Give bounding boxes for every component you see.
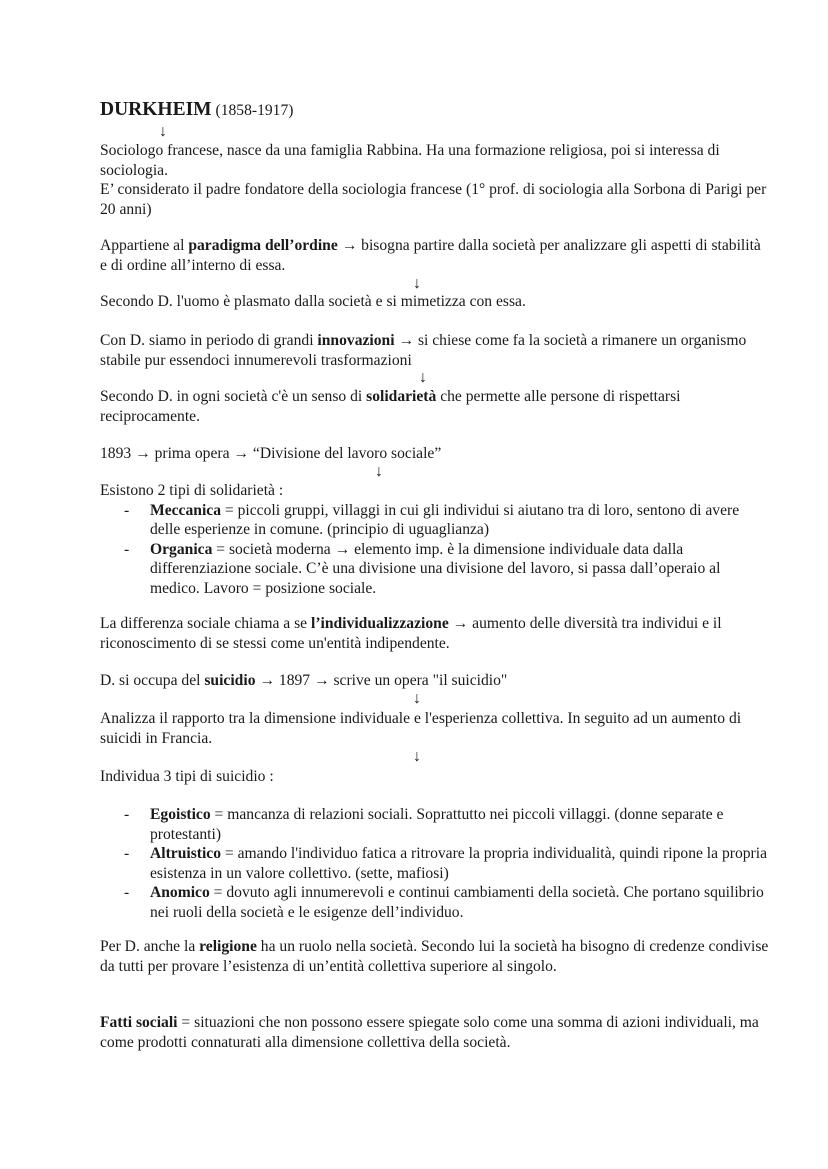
first-work-paragraph: 1893 → prima opera → “Divisione del lavoro sociale” [100, 445, 442, 462]
right-arrow-icon: → [135, 445, 151, 462]
right-arrow-icon: → [341, 237, 358, 254]
innovations-term: innovazioni [317, 332, 395, 349]
list-item: - Anomico = dovuto agli innumerevoli e continui cambiamenti della società. Che portano squilibrio nei ruoli della società e le esigenze dell’individuo. [100, 883, 770, 922]
suicide-types-intro: Individua 3 tipi di suicidio : [100, 768, 274, 785]
list-item: - Organica = società moderna → elemento imp. è la dimensione individuale data dalla differenziazione sociale. C’è una divisione una divisione del lavoro, si passa dall’operaio al medico. Lavoro = posizione sociale. [100, 540, 770, 599]
man-society-paragraph: Secondo D. l'uomo è plasmato dalla società e si mimetizza con essa. [100, 293, 526, 310]
religion-term: religione [199, 938, 257, 955]
intro-line-2: E’ considerato il padre fondatore della sociologia francese (1° prof. di sociologia alla Sorbona di Parigi per 20 anni) [100, 181, 767, 218]
social-facts-paragraph: Fatti sociali = situazioni che non possono essere spiegate solo come una somma di azioni individuali, ma come prodotti connaturati alla dimensione collettiva della società. [100, 1014, 759, 1051]
solidarity-types [100, 481, 770, 598]
down-arrow-icon: ↓ [375, 463, 383, 480]
right-arrow-icon: → [233, 445, 249, 462]
right-arrow-icon: → [452, 615, 469, 632]
down-arrow-icon: ↓ [413, 690, 421, 707]
list-item: - Altruistico = amando l'individuo fatica a ritrovare la propria individualità, quindi ripone la propria esistenza in un valore collettivo. (sette, mafiosi) [100, 844, 770, 883]
intro-line-1: Sociologo francese, nasce da una famiglia Rabbina. Ha una formazione religiosa, poi si interessa di sociologia. [100, 142, 720, 179]
social-facts-term: Fatti sociali [100, 1014, 178, 1031]
innovations-paragraph: Con D. siamo in periodo di grandi innovazioni → si chiese come fa la società a rimanere un organismo stabile pur essendoci innumerevoli trasformazioni [100, 332, 747, 369]
solidarity-types-intro: Esistono 2 tipi di solidarietà : [100, 482, 284, 499]
suicide-term: suicidio [204, 672, 256, 689]
down-arrow-icon: ↓ [159, 123, 167, 140]
title-name: DURKHEIM [100, 99, 212, 120]
analysis-paragraph: Analizza il rapporto tra la dimensione individuale e l'esperienza collettiva. In seguito ad un aumento di suicidi in Francia. [100, 710, 742, 747]
religion-paragraph: Per D. anche la religione ha un ruolo nella società. Secondo lui la società ha bisogno di credenze condivise da tutti per provare l’esistenza di un’entità collettiva superiore al singolo. [100, 938, 769, 975]
down-arrow-icon: ↓ [413, 275, 421, 292]
list-item: - Meccanica = piccoli gruppi, villaggi in cui gli individui si aiutano tra di loro, sentono di avere delle esperienze in comune. (principio di uguaglianza) [100, 501, 770, 540]
down-arrow-icon: ↓ [419, 369, 427, 386]
title-dates: (1858-1917) [215, 102, 294, 119]
right-arrow-icon: → [334, 540, 351, 558]
individualization-term: l’individualizzazione [310, 615, 449, 632]
solidarity-term: solidarietà [366, 388, 437, 405]
suicide-paragraph: D. si occupa del suicidio → 1897 → scrive un opera "il suicidio" [100, 672, 508, 689]
individualization-paragraph: La differenza sociale chiama a se l’individualizzazione → aumento delle diversità tra individui e il riconoscimento di se stessi come un'entità indipendente. [100, 615, 722, 652]
solidarity-types-list [100, 501, 770, 599]
solidarity-paragraph: Secondo D. in ogni società c'è un senso di solidarietà che permette alle persone di rispettarsi reciprocamente. [100, 388, 681, 425]
list-item: - Egoistico = mancanza di relazioni sociali. Soprattutto nei piccoli villaggi. (donne separate e protestanti) [100, 805, 770, 844]
right-arrow-icon: → [398, 332, 415, 349]
suicide-types-list [100, 805, 770, 922]
right-arrow-icon: → [259, 672, 275, 689]
down-arrow-icon: ↓ [413, 748, 421, 765]
page-title [100, 100, 770, 121]
intro-paragraph [100, 141, 770, 219]
paradigm-paragraph: Appartiene al paradigma dell’ordine → bisogna partire dalla società per analizzare gli aspetti di stabilità e di ordine all’interno di essa. [100, 237, 761, 274]
right-arrow-icon: → [313, 672, 330, 689]
paradigm-term: paradigma dell’ordine [188, 237, 338, 254]
